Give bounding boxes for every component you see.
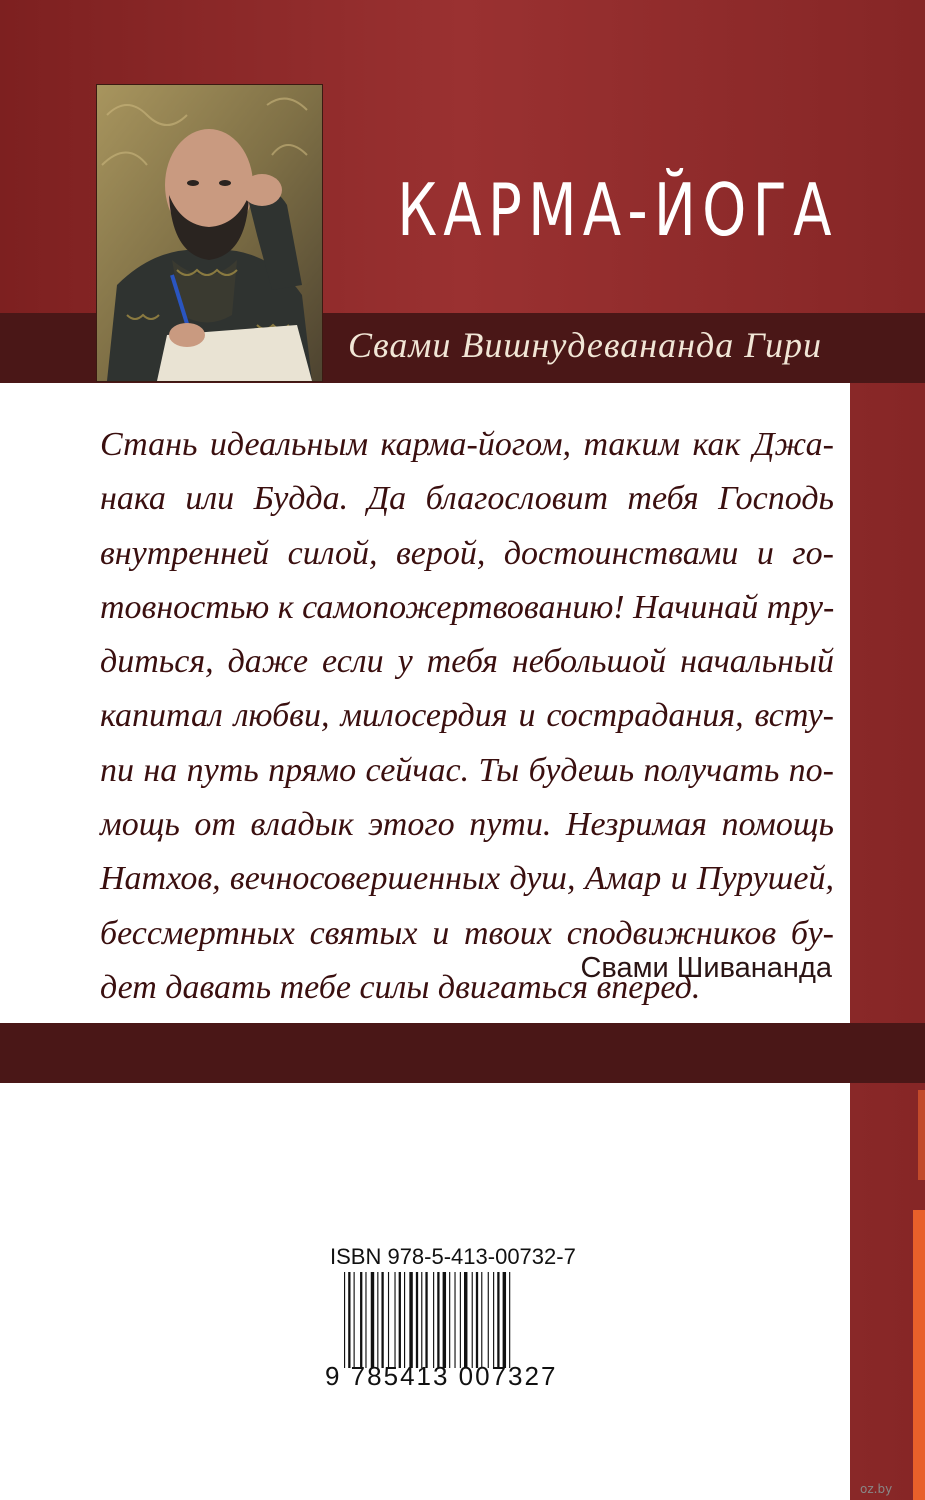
author-portrait-image <box>97 85 322 381</box>
barcode-bar <box>388 1272 389 1368</box>
quote-line: диться, даже если у тебя небольшой начальный <box>100 643 834 681</box>
barcode-bar <box>460 1272 461 1368</box>
quote-line: нака или Будда. Да благословит тебя Господь <box>100 480 834 518</box>
barcode-bar <box>454 1272 455 1368</box>
barcode-bar <box>365 1272 366 1368</box>
barcode-bar <box>433 1272 434 1368</box>
barcode-bar <box>421 1272 422 1368</box>
barcode-bar <box>425 1272 427 1368</box>
barcode-bar <box>443 1272 446 1368</box>
barcode-bar <box>348 1272 350 1368</box>
barcode-bar <box>416 1272 418 1368</box>
spine-edge-stripe <box>913 1210 925 1500</box>
barcode-bar <box>399 1272 401 1368</box>
barcode-bar <box>488 1272 489 1368</box>
barcode-bar <box>509 1272 510 1368</box>
quote-line: капитал любви, милосердия и сострадания, всту- <box>100 697 834 735</box>
isbn-label: ISBN 978-5-413-00732-7 <box>330 1244 576 1269</box>
quote-line: Стань идеальным карма-йогом, таким как Джа- <box>100 426 834 463</box>
barcode-bar <box>493 1272 494 1368</box>
barcode-bar <box>449 1272 450 1368</box>
barcode-bar <box>404 1272 405 1368</box>
lower-dark-band <box>0 1023 925 1083</box>
barcode-bar <box>437 1272 439 1368</box>
barcode-bar <box>481 1272 482 1368</box>
barcode-bar <box>476 1272 478 1368</box>
quote-line: товностью к самопожертвованию! Начинай тру- <box>100 588 835 626</box>
barcode-bar <box>354 1272 355 1368</box>
barcode-bar <box>394 1272 395 1368</box>
quote-attribution: Свами Шивананда <box>580 952 832 984</box>
site-watermark: oz.by <box>860 1482 893 1496</box>
quote-line: внутренней силой, верой, достоинствами и го- <box>100 534 834 572</box>
barcode-bar <box>464 1272 467 1368</box>
quote-line: пи на путь прямо сейчас. Ты будешь получать по- <box>100 751 834 789</box>
quote-line: бессмертных святых и твоих сподвижников бу- <box>100 914 834 952</box>
quote-line: мощь от владык этого пути. Незримая помощь <box>100 806 834 844</box>
barcode-number: 9 785413 007327 <box>325 1361 558 1391</box>
quote-line: дет давать тебе силы двигаться вперед. <box>100 968 701 1006</box>
book-title: КАРМА-ЙОГА <box>397 168 838 252</box>
barcode-bar <box>371 1272 374 1368</box>
barcode-bar <box>360 1272 362 1368</box>
barcode-bar <box>497 1272 499 1368</box>
book-author: Свами Вишнудевананда Гири <box>348 325 822 365</box>
barcode-bar <box>472 1272 473 1368</box>
quote-text <box>100 418 834 1015</box>
quote-line: Натхов, вечносовершенных душ, Амар и Пурушей, <box>100 860 834 898</box>
spine-edge-accent <box>918 1090 925 1180</box>
isbn-barcode <box>344 1272 556 1368</box>
barcode-bar <box>409 1272 412 1368</box>
barcode-bar <box>377 1272 378 1368</box>
barcode-bar <box>381 1272 383 1368</box>
barcode-bar <box>503 1272 506 1368</box>
author-photo <box>96 84 323 382</box>
barcode-bar <box>344 1272 345 1368</box>
